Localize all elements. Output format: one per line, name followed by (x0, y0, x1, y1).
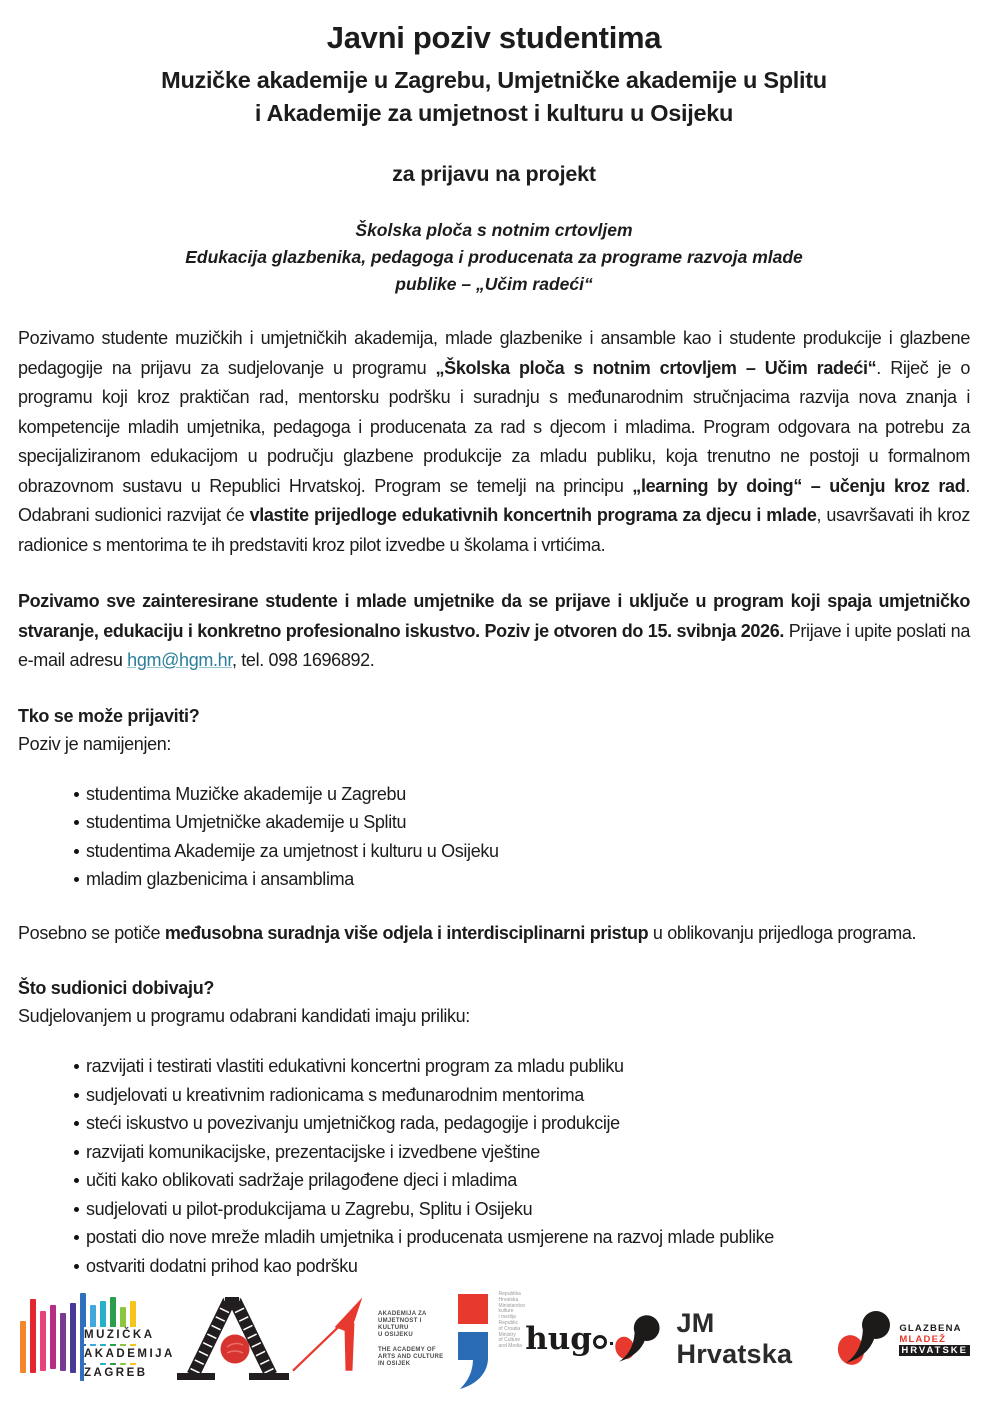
color-bar-icon (30, 1299, 36, 1373)
subtitle-line-1: Muzičke akademije u Zagrebu, Umjetničke akademije u Splitu (161, 67, 827, 93)
benefits-list-item: učiti kako oblikovati sadržaje prilagođene djeci i mladima (18, 1166, 970, 1195)
who-list-item: studentima Akademije za umjetnost i kulturu u Osijeku (18, 837, 970, 866)
intro-seg7: , usavršavati ih kroz radionice s mentorima te ih predstaviti kroz pilot izvedbe u školama i vrtićima. (18, 505, 970, 555)
intro-seg1: Pozivamo studente muzičkih i umjetničkih akademija, mlade glazbenike i ansamble kao i studente produkcije i glazbene pedagogije na prijavu za sudjelovanje u programu (18, 328, 970, 378)
ma-line1: MUZIČKA (84, 1327, 157, 1344)
intro-seg3: . Riječ je o programu koji kroz praktičan rad, mentorsku podršku i suradnju s međunarodnim stručnjacima razvija nova znanja i kompetencije mladih umjetnika, pedagoga i producenata za rad s djecom i mladima. Program odgovara na potrebu za specijaliziranom edukacijom u području glazbene produkcije za mladu publiku, koja trenutno ne postoji u formalnom obrazovnom sustavu u Republici Hrvatskoj. Program se temelji na principu (18, 357, 970, 496)
jm-comma-icon (613, 1312, 665, 1366)
hugo-logo (525, 1321, 613, 1357)
partner-logos-strip (18, 1284, 970, 1396)
benefits-lead: Sudjelovanjem u programu odabrani kandidati imaju priliku: (18, 1006, 470, 1026)
subtitle-line-2: i Akademije za umjetnost i kulturu u Osijeku (254, 100, 734, 126)
note-seg3: u oblikovanju prijedloga programa. (648, 922, 917, 943)
ministry-text-line: of Croatia (498, 1325, 521, 1332)
ministry-text-line: Hrvatska (498, 1296, 519, 1303)
intro-program-name: „Školska ploča s notnim crtovljem – Učim radeći“ (435, 357, 877, 378)
call-bold-text: Pozivamo sve zainteresirane studente i mlade umjetnike da se prijave i uključe u program koji spaja umjetničko stvaranje, edukaciju i konkretno profesionalno iskustvo. Poziv je otvoren do 15. svibnja 2026. (18, 591, 970, 641)
page-title: Javni poziv studentima (326, 20, 662, 55)
ministry-culture-logo (454, 1288, 526, 1390)
glazbena-mladez-logo (836, 1308, 970, 1370)
ma-line2: AKADEMIJA (84, 1346, 177, 1363)
muzicka-akademija-zagreb-logo (18, 1289, 175, 1389)
benefits-list-item: sudjelovati u pilot-produkcijama u Zagrebu, Splitu i Osijeku (18, 1195, 970, 1224)
gm-line3: HRVATSKE (901, 1344, 969, 1356)
color-bar-icon (50, 1305, 56, 1369)
page-subtitle (18, 64, 970, 130)
muzicka-akademija-zagreb-text (84, 1325, 177, 1382)
ministry-text-line: of Culture (498, 1337, 521, 1344)
osijek-en-line: IN OSIJEK (377, 1360, 411, 1367)
who-lead: Poziv je namijenjen: (18, 733, 172, 754)
ministry-text-line: and Media (498, 1343, 522, 1350)
hugo-text: hug (525, 1321, 592, 1357)
benefits-list-item: sudjelovati u kreativnim radionicama s međunarodnim mentorima (18, 1081, 970, 1110)
color-bar-icon (60, 1313, 66, 1371)
benefits-list-item: steći iskustvo u povezivanju umjetničkog rada, pedagogije i produkcije (18, 1109, 970, 1138)
project-title-line-2: Edukacija glazbenika, pedagoga i producenata za programe razvoja mlade (185, 247, 803, 267)
ministry-text-line: Ministry (498, 1331, 516, 1338)
email-link[interactable]: hgm@hgm.hr (127, 650, 232, 670)
osijek-hr-line: AKADEMIJA ZA (377, 1310, 427, 1317)
project-title-line-3: publike – „Učim radeći“ (395, 274, 593, 294)
intro-proposals-bold: vlastite prijedloge edukativnih koncertnih programa za djecu i mlade (249, 505, 817, 525)
gm-line2: MLADEŽ (899, 1333, 947, 1345)
note-bold-text: međusobna suradnja više odjela i interdisciplinarni pristup (164, 922, 649, 943)
ministry-text-line: i medija (498, 1314, 516, 1321)
call-paragraph (18, 587, 970, 676)
who-list (18, 780, 970, 894)
glazbena-mladez-text (899, 1323, 970, 1356)
jm-hrvatska-logo (613, 1308, 836, 1370)
ministry-text-line: Republic (498, 1319, 518, 1326)
intro-learning-by-doing: „learning by doing“ – učenju kroz rad (632, 475, 966, 496)
ministry-text-line: Republika (498, 1291, 521, 1297)
project-title (18, 217, 970, 298)
who-list-item: mladim glazbenicima i ansamblima (18, 865, 970, 894)
jm-hrvatska-text: JM Hrvatska (676, 1308, 793, 1369)
osijek-en-line: ARTS AND CULTURE (377, 1353, 444, 1360)
akademija-osijek-text (378, 1311, 454, 1368)
ministry-text (499, 1288, 526, 1350)
gm-comma-icon (836, 1308, 894, 1370)
osijek-hr-line: UMJETNOST I KULTURU (377, 1317, 422, 1331)
ministry-text-line: Ministarstvo (498, 1302, 526, 1309)
ma-line3: ZAGREB (84, 1365, 150, 1382)
red-square-blue-comma-icon (454, 1288, 492, 1390)
note-seg1: Posebno se potiče (18, 922, 165, 943)
umjetnicka-akademija-split-logo (169, 1291, 291, 1387)
red-arrow-icon (291, 1291, 372, 1387)
benefits-list-item: ostvariti dodatni prihod kao podršku (18, 1252, 970, 1281)
benefits-list-item: razvijati komunikacijske, prezentacijske i izvedbene vještine (18, 1138, 970, 1167)
hugo-o-ring-icon (593, 1335, 607, 1349)
osijek-en-text (378, 1347, 454, 1368)
benefits-list (18, 1052, 970, 1280)
osijek-hr-text (378, 1311, 454, 1339)
color-bar-icon (20, 1321, 26, 1373)
osijek-hr-line: U OSIJEKU (377, 1331, 413, 1338)
who-heading: Tko se može prijaviti? (18, 705, 200, 726)
note-paragraph (18, 919, 970, 949)
akademija-osijek-logo (291, 1291, 454, 1387)
who-list-item: studentima Umjetničke akademije u Splitu (18, 808, 970, 837)
subheading: za prijavu na projekt (392, 162, 596, 186)
color-bar-icon (40, 1311, 46, 1371)
intro-paragraph (18, 324, 970, 560)
benefits-list-item: razvijati i testirati vlastiti edukativni koncertni program za mladu publiku (18, 1052, 970, 1081)
color-bar-icon (70, 1303, 76, 1373)
intro-seg5: . Odabrani sudionici razvijat će (18, 475, 970, 525)
gm-line1: GLAZBENA (899, 1322, 962, 1334)
who-list-item: studentima Muzičke akademije u Zagrebu (18, 780, 970, 809)
benefits-list-item: postati dio nove mreže mladih umjetnika i producenata usmjerene na razvoj mlade publike (18, 1223, 970, 1252)
ministry-text-line: kulture (498, 1308, 514, 1315)
project-title-line-1: Školska ploča s notnim crtovljem (355, 220, 633, 240)
osijek-en-line: THE ACADEMY OF (377, 1346, 436, 1353)
call-phone-text: , tel. 098 1696892. (231, 650, 375, 670)
call-regular-text: Prijave i upite poslati na e-mail adresu (18, 620, 970, 670)
ladder-a-icon (169, 1291, 291, 1387)
benefits-heading: Što sudionici dobivaju? (18, 978, 215, 998)
